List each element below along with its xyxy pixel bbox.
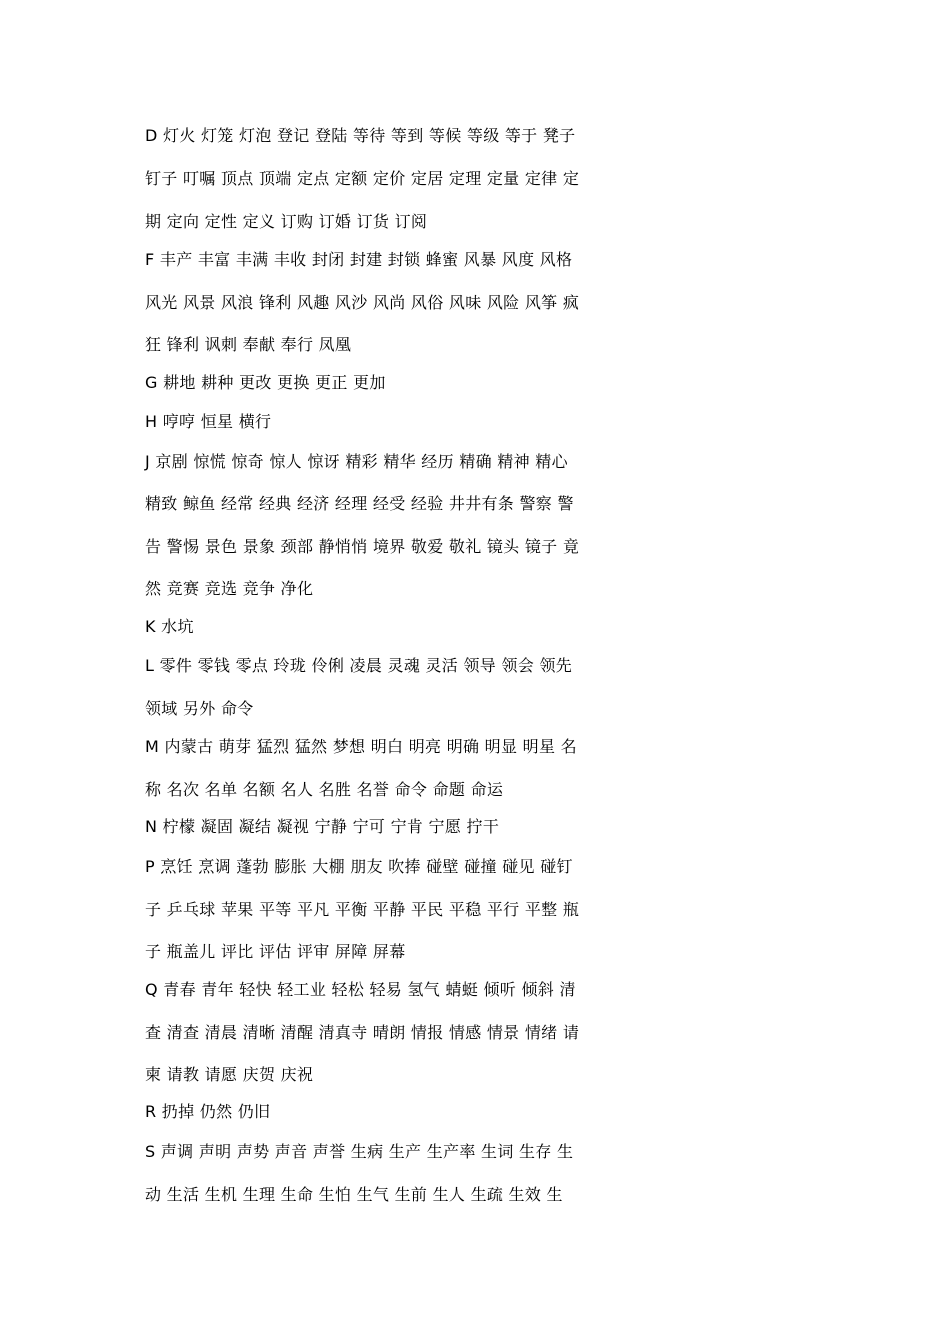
text-line: 精致 鲸鱼 经常 经典 经济 经理 经受 经验 井井有条 警察 警 (145, 494, 574, 513)
text-line: 期 定向 定性 定义 订购 订婚 订货 订阅 (145, 212, 428, 231)
text-line: K 水坑 (145, 617, 194, 636)
text-line: 狂 锋利 讽刺 奉献 奉行 凤凰 (145, 335, 352, 354)
text-line: J 京剧 惊慌 惊奇 惊人 惊讶 精彩 精华 经历 精确 精神 精心 (145, 452, 568, 471)
text-line: N 柠檬 凝固 凝结 凝视 宁静 宁可 宁肯 宁愿 拧干 (145, 817, 500, 836)
text-line: R 扔掉 仍然 仍旧 (145, 1102, 271, 1121)
text-line: L 零件 零钱 零点 玲珑 伶俐 凌晨 灵魂 灵活 领导 领会 领先 (145, 656, 573, 675)
text-line: 子 瓶盖儿 评比 评估 评审 屏障 屏幕 (145, 942, 406, 961)
text-line: 柬 请教 请愿 庆贺 庆祝 (145, 1065, 314, 1084)
text-line: 称 名次 名单 名额 名人 名胜 名誉 命令 命题 命运 (145, 780, 504, 799)
text-line: Q 青春 青年 轻快 轻工业 轻松 轻易 氢气 蜻蜓 倾听 倾斜 清 (145, 980, 576, 999)
text-line: 领域 另外 命令 (145, 699, 254, 718)
text-line: S 声调 声明 声势 声音 声誉 生病 生产 生产率 生词 生存 生 (145, 1142, 574, 1161)
text-line: H 哼哼 恒星 横行 (145, 412, 272, 431)
text-line: 动 生活 生机 生理 生命 生怕 生气 生前 生人 生疏 生效 生 (145, 1185, 563, 1204)
text-line: 子 乒乓球 苹果 平等 平凡 平衡 平静 平民 平稳 平行 平整 瓶 (145, 900, 580, 919)
text-line: P 烹饪 烹调 蓬勃 膨胀 大棚 朋友 吹捧 碰壁 碰撞 碰见 碰钉 (145, 857, 573, 876)
text-line: 风光 风景 风浪 锋利 风趣 风沙 风尚 风俗 风味 风险 风筝 疯 (145, 293, 580, 312)
text-line: 告 警惕 景色 景象 颈部 静悄悄 境界 敬爱 敬礼 镜头 镜子 竟 (145, 537, 580, 556)
text-line: 然 竞赛 竞选 竞争 净化 (145, 579, 314, 598)
text-line: 钉子 叮嘱 顶点 顶端 定点 定额 定价 定居 定理 定量 定律 定 (145, 169, 580, 188)
text-line: D 灯火 灯笼 灯泡 登记 登陆 等待 等到 等候 等级 等于 凳子 (145, 126, 576, 145)
text-line: 查 清查 清晨 清晰 清醒 清真寺 晴朗 情报 情感 情景 情绪 请 (145, 1023, 580, 1042)
text-line: M 内蒙古 萌芽 猛烈 猛然 梦想 明白 明亮 明确 明显 明星 名 (145, 737, 577, 756)
text-line: F 丰产 丰富 丰满 丰收 封闭 封建 封锁 蜂蜜 风暴 风度 风格 (145, 250, 573, 269)
text-line: G 耕地 耕种 更改 更换 更正 更加 (145, 373, 386, 392)
